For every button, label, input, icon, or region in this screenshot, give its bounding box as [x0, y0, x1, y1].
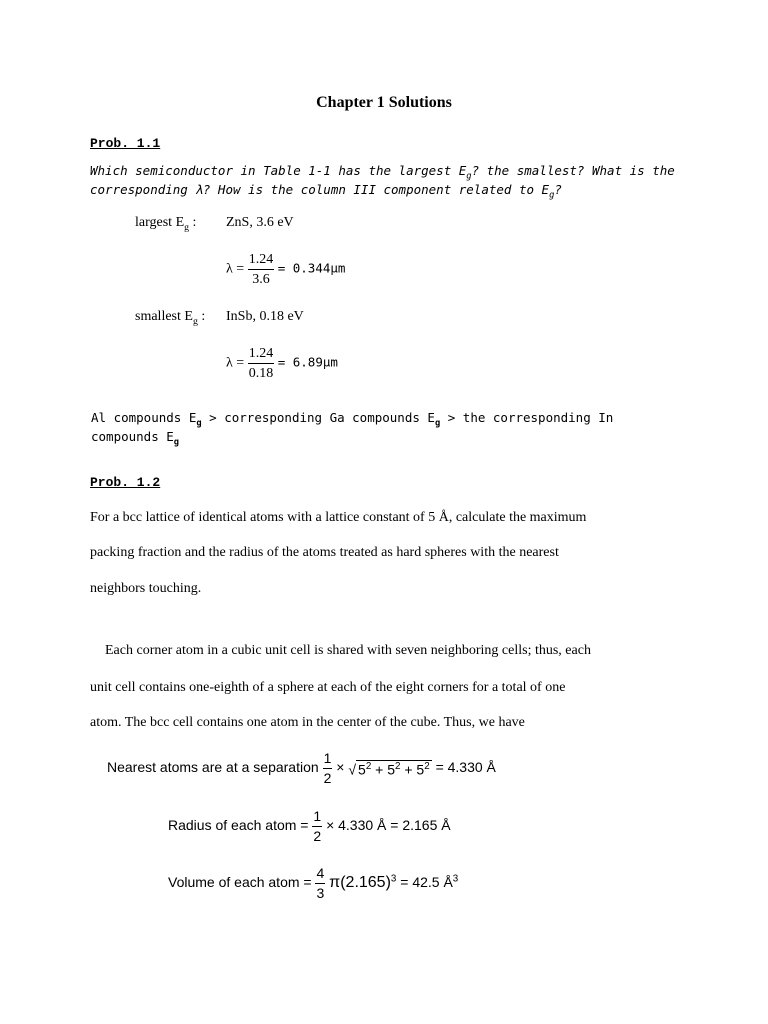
nearest-label: Nearest atoms are at a separation	[107, 759, 319, 776]
volume-result-exponent: 3	[452, 873, 459, 885]
radius-label: Radius of each atom =	[168, 817, 309, 834]
prob-1-2-question-line2: packing fraction and the radius of the atoms treated as hard spheres with the nearest	[90, 545, 559, 560]
lambda1-equation	[226, 250, 345, 289]
sqrt-icon: √	[348, 761, 357, 778]
volume-label: Volume of each atom =	[168, 874, 312, 891]
question-sub-g: g	[466, 171, 472, 182]
relation-sub-b: g	[434, 418, 441, 429]
lambda1-result: = 0.344μm	[277, 260, 346, 276]
lambda2-result: = 6.89μm	[277, 354, 338, 370]
radicand-base3: + 5	[400, 761, 425, 778]
lambda2-denominator: 0.18	[248, 366, 274, 381]
answer-line1: Each corner atom in a cubic unit cell is shared with seven neighboring cells; thus, each	[105, 643, 591, 658]
volume-denominator: 3	[316, 885, 325, 901]
question-text-c: corresponding λ? How is the column III component related to E	[90, 182, 550, 197]
relation-text-b: > corresponding Ga compounds E	[201, 410, 435, 425]
largest-label-text: largest E	[135, 215, 185, 230]
lambda2-numerator: 1.24	[248, 344, 275, 364]
largest-eg-label	[135, 215, 196, 233]
volume-pi-term: π(2.165)	[329, 874, 391, 892]
question-text-a: Which semiconductor in Table 1-1 has the largest E	[90, 163, 467, 178]
relation-text-a: Al compounds E	[91, 410, 197, 425]
answer-line3: atom. The bcc cell contains one atom in the center of the cube. Thus, we have	[90, 715, 525, 730]
relation-text-d: compounds E	[91, 429, 174, 444]
lambda1-fraction	[248, 250, 275, 289]
radicand-exp3: 2	[424, 760, 430, 772]
smallest-eg-value: InSb, 0.18 eV	[226, 309, 304, 324]
volume-equation	[168, 864, 458, 903]
nearest-equation	[107, 749, 496, 788]
radius-numerator: 1	[312, 807, 322, 827]
page-title: Chapter 1 Solutions	[316, 94, 452, 111]
nearest-result: = 4.330 Å	[435, 759, 496, 776]
prob-1-2-heading: Prob. 1.2	[90, 475, 161, 490]
lambda1-lhs: λ =	[226, 261, 245, 277]
question-text-d: ?	[554, 182, 562, 197]
lambda2-fraction	[248, 344, 275, 383]
volume-fraction	[315, 864, 325, 903]
smallest-label-colon: :	[197, 309, 206, 324]
sqrt-expression	[348, 760, 431, 778]
times-sign: ×	[336, 759, 345, 776]
lambda2-equation	[226, 344, 338, 383]
lambda1-denominator: 3.6	[252, 272, 270, 287]
nearest-denominator: 2	[323, 770, 332, 786]
volume-exponent: 3	[390, 873, 397, 885]
relation-text-c: > the corresponding In	[440, 410, 614, 425]
smallest-label-text: smallest E	[135, 309, 193, 324]
prob-1-2-question-line1: For a bcc lattice of identical atoms with a lattice constant of 5 Å, calculate the maximum	[90, 510, 587, 525]
volume-numerator: 4	[315, 864, 325, 884]
radius-denominator: 2	[313, 828, 322, 844]
answer-line2: unit cell contains one-eighth of a sphere at each of the eight corners for a total of one	[90, 680, 566, 695]
sqrt-radicand	[356, 760, 432, 778]
relation-sub-d: g	[173, 437, 180, 448]
prob-1-1-heading: Prob. 1.1	[90, 136, 161, 151]
largest-label-sub: g	[184, 221, 190, 233]
radius-fraction	[312, 807, 322, 846]
lambda1-numerator: 1.24	[248, 250, 275, 270]
question-sub-g2: g	[549, 190, 555, 201]
nearest-fraction	[323, 749, 333, 788]
smallest-label-sub: g	[192, 315, 198, 327]
relation-sub-a: g	[196, 418, 202, 429]
largest-eg-value: ZnS, 3.6 eV	[226, 215, 294, 230]
question-text-b: ? the smallest? What is the	[471, 163, 675, 178]
smallest-eg-label	[135, 309, 205, 327]
lambda2-lhs: λ =	[226, 355, 245, 371]
largest-label-colon: :	[189, 215, 197, 230]
nearest-numerator: 1	[323, 749, 333, 769]
radicand-exp2: 2	[395, 760, 401, 772]
prob-1-1-question-line2	[90, 180, 562, 206]
prob-1-2-question-line3: neighbors touching.	[90, 581, 202, 596]
radicand-base2: + 5	[371, 761, 396, 778]
radicand-base1: 5	[358, 761, 366, 778]
radicand-exp1: 2	[365, 760, 372, 772]
relation-line2	[91, 427, 179, 453]
volume-result: = 42.5 Å	[396, 874, 453, 891]
radius-equation	[168, 807, 451, 846]
radius-result: × 4.330 Å = 2.165 Å	[326, 817, 451, 834]
